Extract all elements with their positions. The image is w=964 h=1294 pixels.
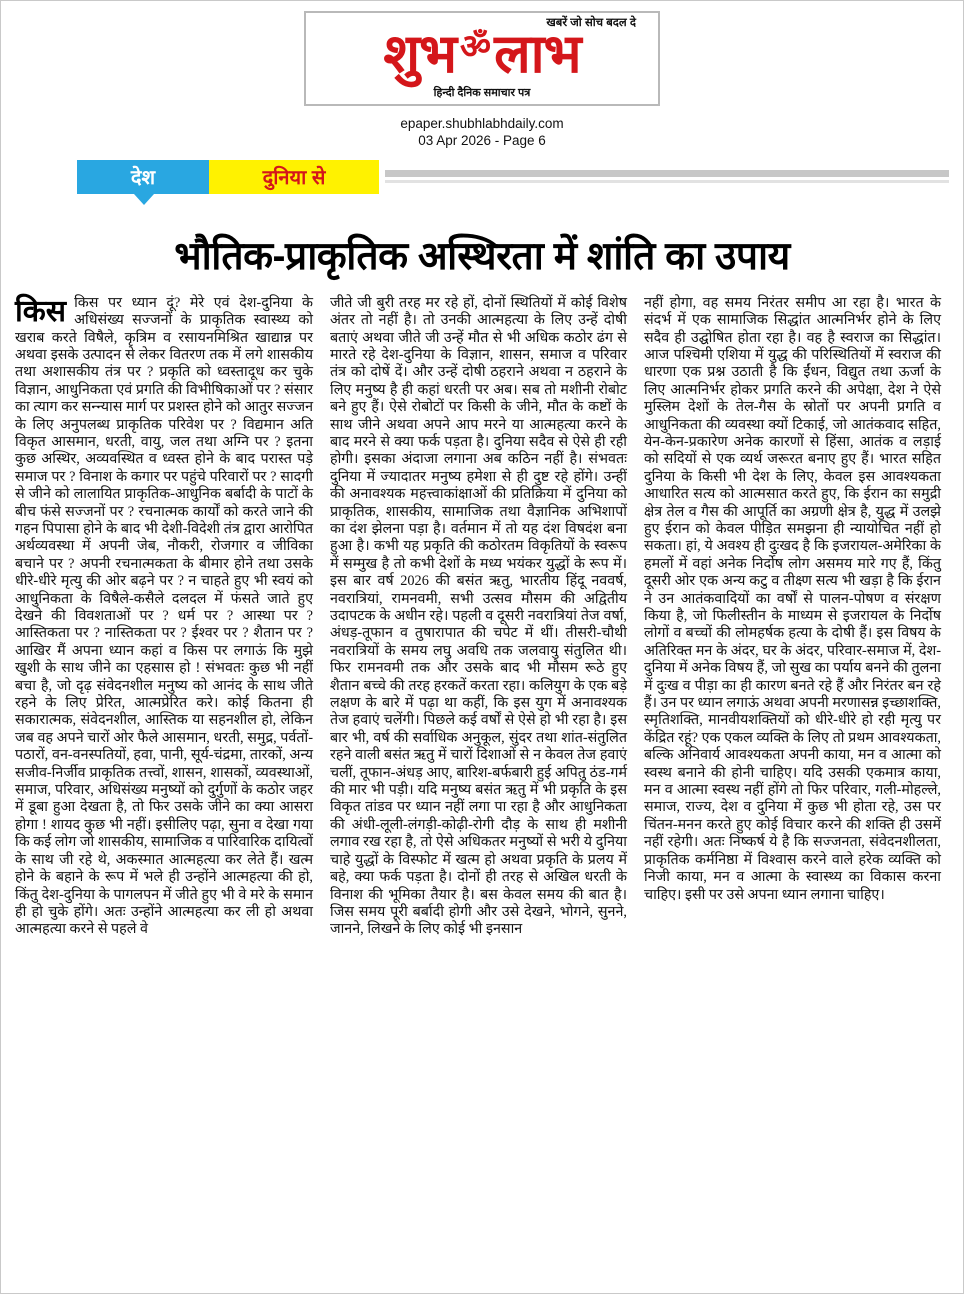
article-column-3 xyxy=(643,295,941,939)
article-paragraph: किस पर ध्यान दूं? मेरे एवं देश-दुनिया के अधिसंख्य सज्जनों के प्राकृतिक स्वास्थ्य को खराब करते विषैले, कृत्रिम व रसायनमिश्रित खाद्यान्न पर अथवा इसके उत्पादन से लेकर वितरण तक में लगे शासकीय तथा अशासकीय तंत्र पर ? प्रकृति को ध्वस्तादूध कर चुके विज्ञान, आधुनिकता एवं प्रगति की विभीषिकाओं पर ? संसार का त्याग कर सन्न्यास मार्ग पर प्रशस्त होने को आतुर सज्जन के लिए अनुपलब्ध प्राकृतिक परिवेश पर ? विद्यमान अति विकृत आसमान, धरती, वायु, जल तथा अग्नि पर ? इतना कुछ अस्थिर, अव्यवस्थित व ध्वस्त होने के बाद परास्त पड़े समाज पर ? विनाश के कगार पर पहुंचे परिवारों पर ? सादगी से जीने को लालायित प्राकृतिक-आधुनिक बर्बादी के पाटों के बीच फंसे सज्जनों पर ? रचनात्मक कार्यों को करते जाने की गहन पिपासा होने के बाद भी देशी-विदेशी तंत्र द्वारा आरोपित अर्थव्यवस्था में अपनी जेब, नौकरी, रोजगार व जीविका बचाने पर ? अपनी रचनात्मकता के बीमार होने तथा उसके धीरे-धीरे मृत्यु की ओर बढ़ने पर ? न चाहते हुए भी स्वयं को आधुनिकता के विषैले-कसैले दलदल में फंसते जाते हुए देखने की विवशताओं पर ? धर्म पर ? आस्था पर ? आस्तिकता पर ? नास्तिकता पर ? ईश्वर पर ? शैतान पर ? आखिर मैं अपना ध्यान कहां व किस पर लगाऊं कि मुझे खुशी के साथ जीने का एहसास हो ! संभवतः कुछ भी नहीं बचा है, जो दृढ़ संवेदनशील मनुष्य को आनंद के साथ जीते रहने के लिए प्रेरित, आत्मप्रेरित करे। कोई कितना ही सकारात्मक, संवेदनशील, आस्तिक या सहनशील हो, लेकिन जब वह अपने चारों ओर फैले आसमान, धरती, समुद्र, पर्वतों-पठारों, वन-वनस्पतियों, हवा, पानी, सूर्य-चंद्रमा, तारकों, अन्य सजीव-निर्जीव प्राकृतिक तत्त्वों, शासन, शासकों, व्यवस्थाओं, समाज, परिवार, अधिसंख्य मनुष्यों को दुर्गुणों के कठोर जहर में डूबा हुआ देखता है, तो फिर उसके जीने का क्या आसरा होगा ! शायद कुछ भी नहीं। इसीलिए पढ़ा, सुना व देखा गया कि कई लोग जो शासकीय, सामाजिक व पारिवारिक दायित्वों के साथ जी रहे थे, अकस्मात आत्महत्या कर लेते हैं। खत्म होने के बहाने के रूप में भले ही उन्होंने आत्महत्या की हो, किंतु देश-दुनिया के पागलपन में जीते हुए भी वे मरे के समान ही हो चुके होंगे। अतः उन्होंने आत्महत्या कर ली हो अथवा आत्महत्या करने से पहले वे xyxy=(15,294,313,938)
newspaper-logo xyxy=(304,11,660,106)
epaper-url: epaper.shubhlabhdaily.com xyxy=(400,115,564,131)
article-paragraph: नहीं होगा, वह समय निरंतर समीप आ रहा है। भारत के संदर्भ में एक सामाजिक सिद्धांत आत्मनिर्भर होने के लिए सदैव ही उद्घोषित होता रहा है। वह है स्वराज का सिद्धांत। आज पश्चिमी एशिया में युद्ध की परिस्थितियों में स्वराज की धारणा एक प्रश्न उठाती है कि ईंधन, विद्युत तथा ऊर्जा के लिए आत्मनिर्भर होकर प्रगति करने की अपेक्षा, देश ने ऐसे मुस्लिम देशों के तेल-गैस के स्रोतों पर अपनी प्रगति व आधुनिकता की व्यवस्था क्यों टिकाई, जो आतंकवाद सहित, येन-केन-प्रकारेण अनेक कारणों से हिंसा, आतंक व लड़ाई को सदियों से एक व्यर्थ जरूरत बनाए हुए हैं। भारत सहित दुनिया के किसी भी देश के लिए, केवल इस आवश्यकता आधारित सत्य को आत्मसात करते हुए, कि ईरान का समुद्री क्षेत्र तेल व गैस की आपूर्ति का अग्रणी क्षेत्र है, युद्ध में उलझे हुए ईरान को केवल पीड़ित समझना ही न्यायोचित नहीं हो सकता। हां, ये अवश्य ही दुःखद है कि इजरायल-अमेरिका के हमलों में वहां अनेक निर्दोष लोग असमय मारे गए हैं, किंतु दूसरी ओर एक अन्य कटु व तीक्ष्ण सत्य भी खड़ा है कि ईरान ने उन आतंकवादियों का वर्षों से पालन-पोषण व संरक्षण किया है, जो फिलीस्तीन के माध्यम से इजरायल के निर्दोष लोगों व बच्चों की लोमहर्षक हत्या के दोषी हैं। इस विषय के अतिरिक्त मन के अंदर, घर के अंदर, परिवार-समाज में, देश-दुनिया में अनेक विषय हैं, जो सुख का पर्याय बनने की तुलना में दुःख व पीड़ा का ही कारण बनते रहे हैं और निरंतर बन रहे हैं। उन पर ध्यान लगाऊं अथवा अपनी मरणासन्न इच्छाशक्ति, स्मृतिशक्ति, मानवीयशक्तियों को धीरे-धीरे हो रही मृत्यु पर केंद्रित रहूं? एक एकल व्यक्ति के लिए तो प्रथम आवश्यकता, बल्कि अनिवार्य आवश्यकता अपनी काया, मन व आत्मा को स्वस्थ बनाने की होनी चाहिए। यदि उसकी एकमात्र काया, मन व आत्मा स्वस्थ नहीं होंगे तो फिर परिवार, गली-मोहल्ले, समाज, राज्य, देश व दुनिया में कुछ भी होता रहे, उस पर चिंतन-मनन करते हुए कोई विचार करने की शक्ति ही उसमें नहीं रहेगी। अतः निष्कर्ष ये है कि सज्जनता, संवेदनशीलता, प्राकृतिक कर्मनिष्ठा में विश्वास करने वाले हरेक व्यक्ति को निजी काया, मन व आत्मा के स्वास्थ्य का विकास करना चाहिए। इसी पर उसे अपना ध्यान लगाना चाहिए। xyxy=(644,294,941,903)
tabbar-rule xyxy=(379,160,949,194)
drop-cap: किस xyxy=(15,294,67,328)
masthead-subtitle: हिन्दी दैनिक समाचार पत्र xyxy=(433,86,531,99)
article-column-2 xyxy=(329,295,627,939)
article-headline: भौतिक-प्राकृतिक अस्थिरता में शांति का उपाय xyxy=(174,234,790,278)
masthead-tagline: खबरें जो सोच बदल दे xyxy=(546,17,636,29)
masthead-title-right: लाभ xyxy=(494,24,581,84)
section-tabbar xyxy=(15,160,949,194)
article-column-1 xyxy=(15,295,313,939)
masthead-title-left: शुभ xyxy=(383,24,457,84)
masthead xyxy=(15,11,949,148)
om-icon: ॐ xyxy=(460,28,491,66)
masthead-title xyxy=(322,26,642,83)
tab-duniya-se[interactable]: दुनिया से xyxy=(209,160,379,194)
edition-date-page: 03 Apr 2026 - Page 6 xyxy=(418,132,546,148)
article-paragraph: जीते जी बुरी तरह मर रहे हों, दोनों स्थितियों में कोई विशेष अंतर तो नहीं है। तो उनकी आत्महत्या के लिए उन्हें दोषी बताएं अथवा जीते जी उन्हें मौत से भी अधिक कठोर ढंग से मारते रहे देश-दुनिया के विज्ञान, शासन, समाज व परिवार तंत्र को दोषें दें। और उन्हें दोषी ठहराने अथवा न ठहराने के लिए मनुष्य है ही कहां धरती पर अब। सब तो मशीनी रोबोट बने हुए हैं। ऐसे रोबोटों पर किसी के जीने, मौत के कष्टों के साथ जीने अथवा अपने आप मरने या आत्महत्या करने के बाद मरने से क्या फर्क पड़ता है। दुनिया सदैव से ऐसे ही रही होगी। इसका अंदाजा लगाना अब कठिन नहीं है। संभवतः दुनिया में ज्यादातर मनुष्य हमेशा से ही दुष्ट रहे होंगे। उन्हीं की अनावश्यक महत्त्वाकांक्षाओं की प्रतिक्रिया में दुनिया को प्राकृतिक, शासकीय, सामाजिक तथा वैज्ञानिक अभिशापों का दंश झेलना पड़ा है। वर्तमान में तो यह दंश विषदंश बना हुआ है। कभी यह प्रकृति की कठोरतम विकृतियों के स्वरूप में सम्मुख है तो कभी देशों के मध्य भयंकर युद्धों के रूप में। इस बार वर्ष 2026 की बसंत ऋतु, भारतीय हिंदू नववर्ष, नवरात्रियां, रामनवमी, सभी उत्सव मौसम की अद्वितीय उदापटक के अधीन रहे। पहली व दूसरी नवरात्रियां तेज वर्षा, अंधड़-तूफान व तुषारापात की चपेट में थीं। तीसरी-चौथी नवरात्रियों के समय लघु अवधि तक जलवायु संतुलित थी। फिर रामनवमी तक और उसके बाद भी मौसम रूठे हुए शैतान बच्चे की तरह हरकतें करता रहा। कलियुग के एक बड़े लक्षण के बारे में पढ़ा था कहीं, कि इस युग में अनावश्यक तेज हवाएं चलेंगी। पिछले कई वर्षों से ऐसे हो भी रहा है। इस बार भी, वर्ष की सर्वाधिक अनुकूल, सुंदर तथा शांत-संतुलित रहने वाली बसंत ऋतु में चारों दिशाओं से न केवल तेज हवाएं चलीं, तूफान-अंधड़ आए, बारिश-बर्फबारी हुई अपितु ठंड-गर्म की मार भी पड़ी। यदि मनुष्य बसंत ऋतु में भी प्रकृति के इस विकृत तांडव पर ध्यान नहीं लगा पा रहा है और आधुनिकता की अंधी-लूली-लंगड़ी-कोढ़ी-रोगी दौड़ के साथ ही मशीनी लगाव रख रहा है, तो ऐसे अधिकतर मनुष्यों से भरी ये दुनिया चाहे युद्धों के विस्फोट में खत्म हो अथवा प्रकृति के प्रलय में बहे, क्या फर्क पड़ता है। दोनों ही तरह से अखिल धरती के विनाश की भूमिका तैयार है। बस केवल समय की बात है। जिस समय पूरी बर्बादी होगी और उसे देखने, भोगने, सुनने, जानने, लिखने के लिए कोई भी इनसान xyxy=(330,294,627,938)
article-body xyxy=(15,295,949,939)
tab-desh[interactable]: देश xyxy=(77,160,209,194)
